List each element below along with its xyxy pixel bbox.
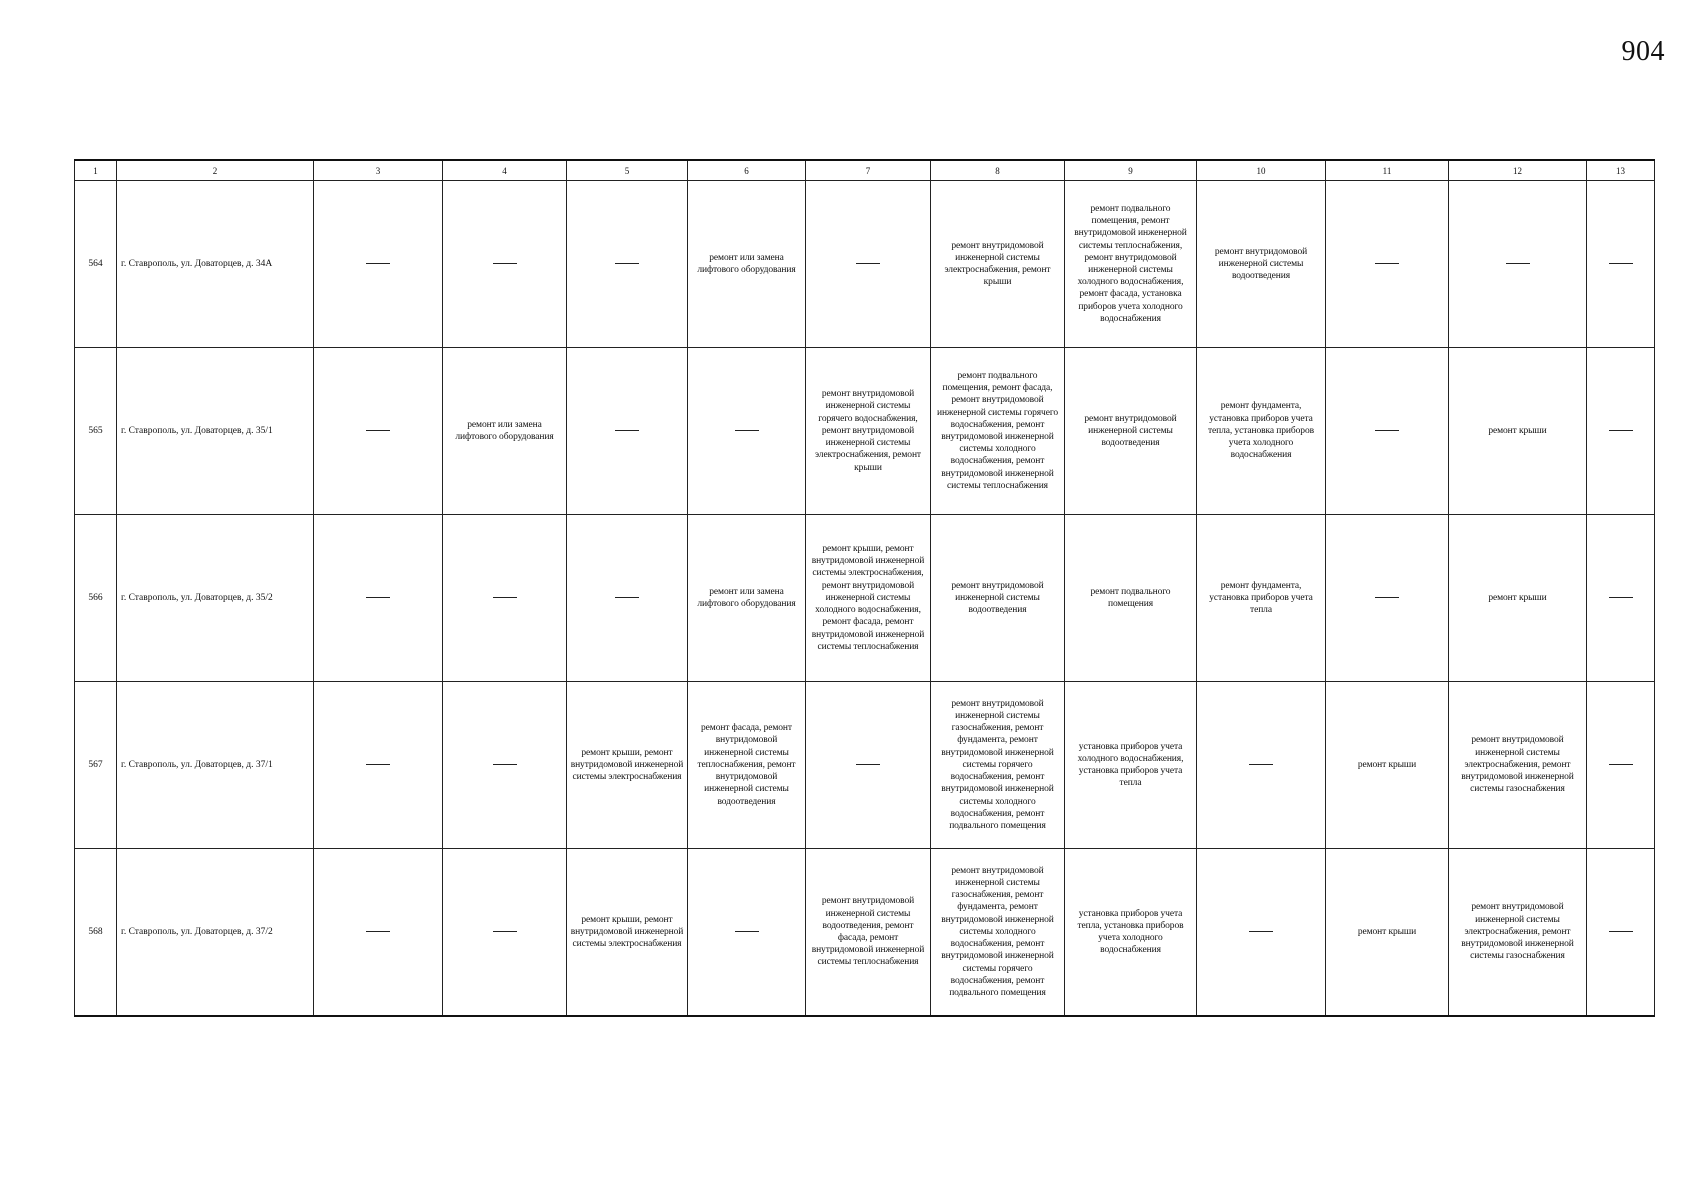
work-cell-c12: ремонт внутридомовой инженерной системы электроснабжения, ремонт внутридомовой инженерной системы газоснабжения (1449, 849, 1587, 1017)
work-cell-c10: ремонт фундамента, установка приборов учета тепла (1197, 515, 1326, 682)
work-cell-c10: ремонт фундамента, установка приборов учета тепла, установка приборов учета холодного водоснабжения (1197, 348, 1326, 515)
work-cell-c12: ремонт внутридомовой инженерной системы электроснабжения, ремонт внутридомовой инженерной системы газоснабжения (1449, 682, 1587, 849)
dash-mark (366, 764, 390, 765)
address-cell: г. Ставрополь, ул. Доваторцев, д. 37/2 (117, 849, 314, 1017)
column-header-6: 6 (688, 160, 806, 181)
empty-cell-c5 (567, 348, 688, 515)
empty-cell-c4 (443, 181, 567, 348)
column-header-11: 11 (1326, 160, 1449, 181)
dash-mark (615, 597, 639, 598)
empty-cell-c3 (314, 849, 443, 1017)
column-header-2: 2 (117, 160, 314, 181)
address-cell: г. Ставрополь, ул. Доваторцев, д. 35/1 (117, 348, 314, 515)
row-number-cell: 566 (75, 515, 117, 682)
table-row (75, 348, 1655, 515)
work-cell-c5: ремонт крыши, ремонт внутридомовой инженерной системы электроснабжения (567, 849, 688, 1017)
work-cell-c8: ремонт внутридомовой инженерной системы водоотведения (931, 515, 1065, 682)
work-cell-c10: ремонт внутридомовой инженерной системы водоотведения (1197, 181, 1326, 348)
row-number-cell: 565 (75, 348, 117, 515)
empty-cell-c10 (1197, 682, 1326, 849)
work-cell-c8: ремонт внутридомовой инженерной системы газоснабжения, ремонт фундамента, ремонт внутридомовой инженерной системы холодного водоснабжения, ремонт внутридомовой инженерной системы горячего водоснабжения, ремонт подвального помещения (931, 849, 1065, 1017)
dash-mark (493, 263, 517, 264)
dash-mark (366, 931, 390, 932)
dash-mark (493, 597, 517, 598)
column-header-8: 8 (931, 160, 1065, 181)
empty-cell-c7 (806, 682, 931, 849)
dash-mark (493, 764, 517, 765)
column-number-header-row (75, 160, 1655, 181)
work-cell-c6: ремонт или замена лифтового оборудования (688, 515, 806, 682)
dash-mark (615, 430, 639, 431)
empty-cell-c6 (688, 849, 806, 1017)
empty-cell-c4 (443, 682, 567, 849)
row-number-cell: 568 (75, 849, 117, 1017)
work-cell-c9: ремонт подвального помещения (1065, 515, 1197, 682)
work-cell-c8: ремонт внутридомовой инженерной системы электроснабжения, ремонт крыши (931, 181, 1065, 348)
dash-mark (615, 263, 639, 264)
work-cell-c11: ремонт крыши (1326, 682, 1449, 849)
dash-mark (1249, 764, 1273, 765)
column-header-7: 7 (806, 160, 931, 181)
empty-cell-c6 (688, 348, 806, 515)
row-number-cell: 564 (75, 181, 117, 348)
work-cell-c6: ремонт фасада, ремонт внутридомовой инженерной системы теплоснабжения, ремонт внутридомовой инженерной системы водоотведения (688, 682, 806, 849)
dash-mark (1375, 430, 1399, 431)
work-cell-c7: ремонт крыши, ремонт внутридомовой инженерной системы электроснабжения, ремонт внутридомовой инженерной системы холодного водоснабжения, ремонт фасада, ремонт внутридомовой инженерной системы теплоснабжения (806, 515, 931, 682)
table-row (75, 181, 1655, 348)
empty-cell-c3 (314, 515, 443, 682)
empty-cell-c13 (1587, 682, 1655, 849)
address-cell: г. Ставрополь, ул. Доваторцев, д. 37/1 (117, 682, 314, 849)
dash-mark (1375, 597, 1399, 598)
column-header-10: 10 (1197, 160, 1326, 181)
work-cell-c12: ремонт крыши (1449, 348, 1587, 515)
empty-cell-c11 (1326, 181, 1449, 348)
work-cell-c5: ремонт крыши, ремонт внутридомовой инженерной системы электроснабжения (567, 682, 688, 849)
table-body (75, 181, 1655, 1017)
work-cell-c9: ремонт внутридомовой инженерной системы водоотведения (1065, 348, 1197, 515)
column-header-13: 13 (1587, 160, 1655, 181)
work-cell-c7: ремонт внутридомовой инженерной системы горячего водоснабжения, ремонт внутридомовой инженерной системы электроснабжения, ремонт крыши (806, 348, 931, 515)
empty-cell-c13 (1587, 181, 1655, 348)
dash-mark (856, 764, 880, 765)
column-header-5: 5 (567, 160, 688, 181)
empty-cell-c4 (443, 849, 567, 1017)
dash-mark (1609, 764, 1633, 765)
work-cell-c4: ремонт или замена лифтового оборудования (443, 348, 567, 515)
work-cell-c9: ремонт подвального помещения, ремонт внутридомовой инженерной системы теплоснабжения, ремонт внутридомовой инженерной системы холодного водоснабжения, ремонт фасада, установка приборов учета холодного водоснабжения (1065, 181, 1197, 348)
dash-mark (366, 263, 390, 264)
dash-mark (366, 430, 390, 431)
empty-cell-c13 (1587, 348, 1655, 515)
dash-mark (1609, 597, 1633, 598)
repair-schedule-table-wrap (74, 159, 1654, 1017)
dash-mark (735, 430, 759, 431)
address-cell: г. Ставрополь, ул. Доваторцев, д. 34А (117, 181, 314, 348)
work-cell-c8: ремонт внутридомовой инженерной системы газоснабжения, ремонт фундамента, ремонт внутридомовой инженерной системы горячего водоснабжения, ремонт внутридомовой инженерной системы холодного водоснабжения, ремонт подвального помещения (931, 682, 1065, 849)
column-header-4: 4 (443, 160, 567, 181)
dash-mark (493, 931, 517, 932)
dash-mark (366, 597, 390, 598)
dash-mark (735, 931, 759, 932)
table-row (75, 682, 1655, 849)
empty-cell-c13 (1587, 515, 1655, 682)
dash-mark (1249, 931, 1273, 932)
dash-mark (856, 263, 880, 264)
empty-cell-c11 (1326, 515, 1449, 682)
column-header-1: 1 (75, 160, 117, 181)
table-row (75, 515, 1655, 682)
dash-mark (1609, 931, 1633, 932)
repair-schedule-table (74, 159, 1655, 1017)
empty-cell-c13 (1587, 849, 1655, 1017)
column-header-3: 3 (314, 160, 443, 181)
table-row (75, 849, 1655, 1017)
empty-cell-c7 (806, 181, 931, 348)
column-header-9: 9 (1065, 160, 1197, 181)
empty-cell-c11 (1326, 348, 1449, 515)
work-cell-c9: установка приборов учета холодного водоснабжения, установка приборов учета тепла (1065, 682, 1197, 849)
row-number-cell: 567 (75, 682, 117, 849)
work-cell-c11: ремонт крыши (1326, 849, 1449, 1017)
empty-cell-c4 (443, 515, 567, 682)
empty-cell-c5 (567, 515, 688, 682)
address-cell: г. Ставрополь, ул. Доваторцев, д. 35/2 (117, 515, 314, 682)
column-header-12: 12 (1449, 160, 1587, 181)
work-cell-c7: ремонт внутридомовой инженерной системы водоотведения, ремонт фасада, ремонт внутридомовой инженерной системы теплоснабжения (806, 849, 931, 1017)
empty-cell-c3 (314, 181, 443, 348)
dash-mark (1506, 263, 1530, 264)
empty-cell-c3 (314, 682, 443, 849)
empty-cell-c12 (1449, 181, 1587, 348)
dash-mark (1609, 430, 1633, 431)
dash-mark (1609, 263, 1633, 264)
work-cell-c6: ремонт или замена лифтового оборудования (688, 181, 806, 348)
work-cell-c8: ремонт подвального помещения, ремонт фасада, ремонт внутридомовой инженерной системы горячего водоснабжения, ремонт внутридомовой инженерной системы холодного водоснабжения, ремонт внутридомовой инженерной системы теплоснабжения (931, 348, 1065, 515)
page-number: 904 (1621, 36, 1665, 67)
empty-cell-c5 (567, 181, 688, 348)
empty-cell-c10 (1197, 849, 1326, 1017)
work-cell-c9: установка приборов учета тепла, установка приборов учета холодного водоснабжения (1065, 849, 1197, 1017)
work-cell-c12: ремонт крыши (1449, 515, 1587, 682)
empty-cell-c3 (314, 348, 443, 515)
dash-mark (1375, 263, 1399, 264)
